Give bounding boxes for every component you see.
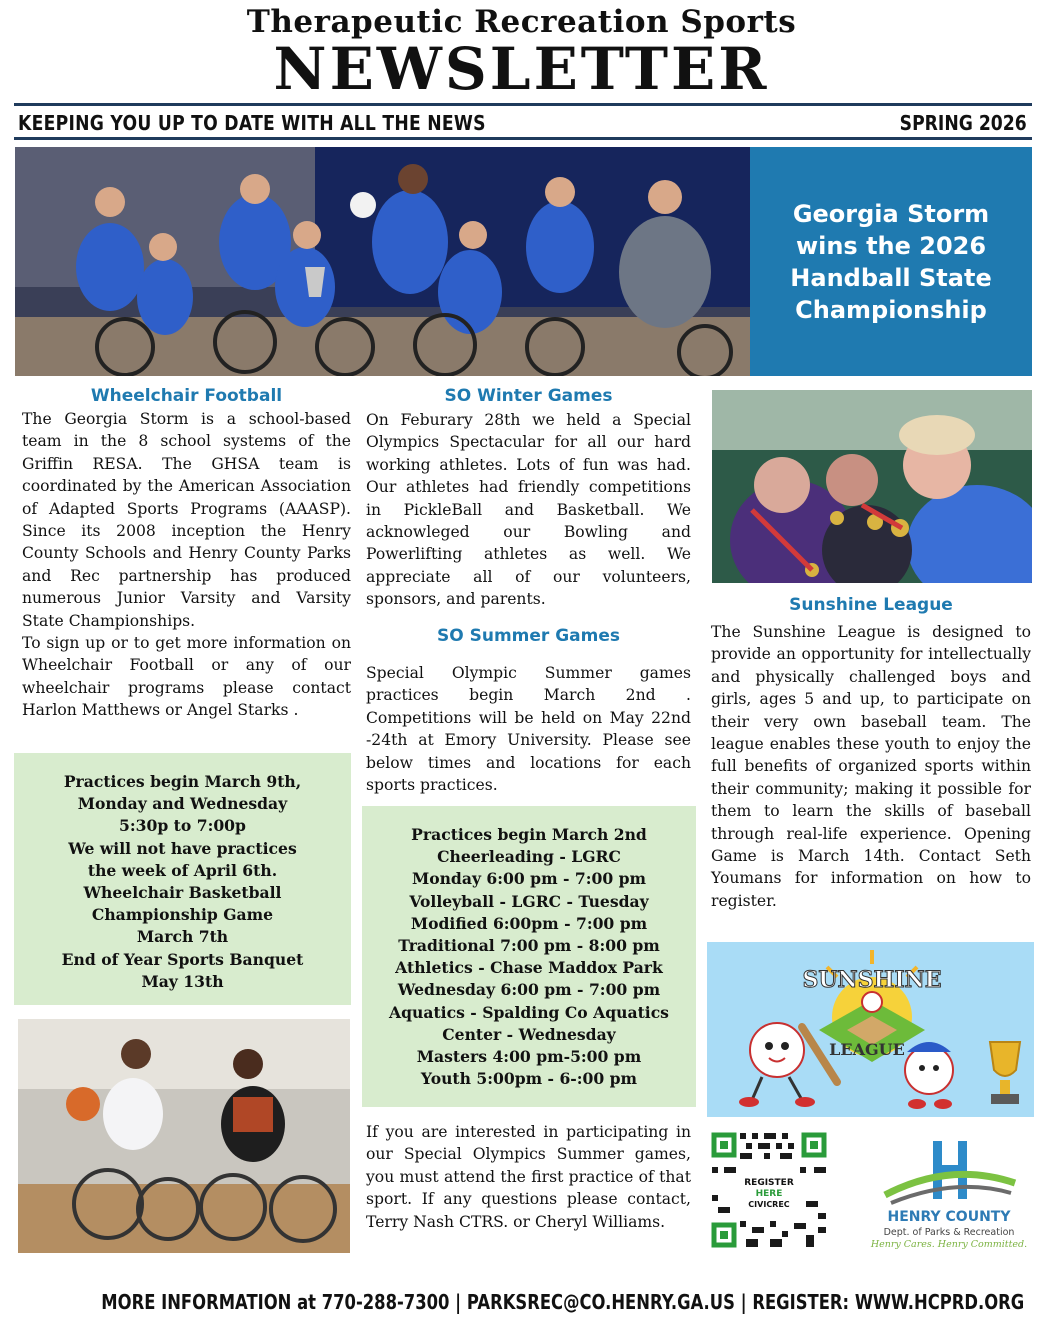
winter-games-text: On Feburary 28th we held a Special Olympics Spectacular for all our hard working athletes. Lots of fun was had. Our athletes had friendly competitions in PickleBall and Basketball. We acknowleged our Bowling and Powerlifting athletes as well. We appreciate all of our volunteers, sponsors, and parents. [366,411,691,609]
schedule-line: Wednesday 6:00 pm - 7:00 pm [397,980,661,1000]
sunshine-league-heading: Sunshine League [789,595,953,615]
schedule-line: Athletics - Chase Maddox Park [395,958,663,978]
wheelchair-football-paragraph2: To sign up or to get more information on Wheelchair Football or any of our wheelchair programs please contact Harlon Matthews or Angel Starks . [22,634,351,720]
wheelchair-football-heading: Wheelchair Football [90,386,283,406]
register-qr-code[interactable] [710,1131,828,1249]
feature-headline: Georgia Storm wins the 2026 Handball State Championship [750,147,1032,376]
team-photo [15,147,750,376]
wheelchair-schedule-box [14,753,351,1005]
schedule-line: Youth 5:00pm - 6-:00 pm [420,1069,638,1089]
schedule-line: Monday 6:00 pm - 7:00 pm [411,869,647,889]
sunshine-league-logo [707,942,1034,1117]
qr-label-line1: REGISTER [744,1178,794,1188]
henry-county-slogan: Henry Cares. Henry Committed. [870,1239,1028,1250]
schedule-line: Masters 4:00 pm-5:00 pm [416,1047,642,1067]
qr-code-icon [710,1131,828,1249]
henry-county-logo [865,1133,1033,1253]
newsletter-title-line1: Therapeutic Recreation Sports [246,4,797,40]
schedule-line: 5:30p to 7:00p [119,816,246,836]
schedule-line: Wheelchair Basketball [83,883,282,903]
schedule-line: Practices begin March 2nd [411,825,647,844]
schedule-line: Modified 6:00pm - 7:00 pm [410,913,648,933]
schedule-line: Cheerleading - LGRC [437,847,621,867]
henry-county-logo-mark [865,1133,1033,1213]
schedule-line: Monday and Wednesday [77,794,288,814]
henry-county-dept: Dept. of Parks & Recreation [883,1227,1015,1238]
summer-games-closing: If you are interested in participating in our Special Olympics Summer games, you must attend the first practice of that sport. If any questions please contact, Terry Nash CTRS. or Cheryl Williams. [366,1123,691,1231]
henry-county-name: HENRY COUNTY [887,1209,1011,1225]
summer-games-text: Special Olympic Summer games practices begin March 2nd . Competitions will be held on May 22nd -24th at Emory University. Please see below times and locations for each sports practices. [366,664,691,795]
newsletter-title-line2: NEWSLETTER [273,35,770,103]
athletes-medal-illustration [712,390,1032,583]
winter-games-heading: SO Winter Games [444,386,613,406]
header-rule-top [14,103,1032,106]
qr-label-line2: HERE [755,1189,783,1199]
sunshine-league-text: The Sunshine League is designed to provide an opportunity for intellectually and physically challenged boys and girls, ages 5 and up, to participate on their very own baseball team. The league enables these youth to enjoy the full benefits of organized sports within their community; making it possible for them to learn the skills of baseball through real-life experience. Opening Game is March 14th. Contact Seth Youmans for information on how to register. [711,623,1031,910]
schedule-line: Aquatics - Spalding Co Aquatics [389,1002,669,1022]
team-photo-illustration [15,147,750,376]
schedule-line: Championship Game [91,905,274,925]
sunshine-logo-bottom-text: LEAGUE [829,1040,905,1059]
schedule-line: End of Year Sports Banquet [61,949,304,969]
sunshine-league-graphic [707,942,1034,1117]
athletes-medal-photo [712,390,1032,583]
wheelchair-basketball-photo [18,1019,350,1253]
summer-games-heading: SO Summer Games [436,626,620,646]
schedule-line: May 13th [141,971,224,991]
season-label: SPRING 2026 [899,111,1027,135]
schedule-line: the week of April 6th. [87,860,278,880]
schedule-line: Traditional 7:00 pm - 8:00 pm [398,936,660,956]
qr-label-line3: CIVICREC [748,1200,790,1209]
schedule-line: We will not have practices [68,838,297,858]
header-rule-bottom [14,137,1032,140]
footer-contact [0,1290,1043,1314]
wheelchair-football-paragraph1: The Georgia Storm is a school-based team in the 8 school systems of the Griffin RESA. The GHSA team is coordinated by the American Association of Adapted Sports Programs (AAASP). Since its 2008 inception the Henry County Schools and Henry County Parks and Rec partnership has produced numerous Junior Varsity and Varsity State Championships. [22,410,351,630]
schedule-line: March 7th [136,927,229,947]
summer-schedule-box [362,806,696,1107]
schedule-line: Practices begin March 9th, [63,772,302,791]
wheelchair-basketball-illustration [18,1019,350,1253]
sunshine-logo-top-text: SUNSHINE [802,967,942,993]
schedule-line: Volleyball - LGRC - Tuesday [409,891,649,911]
tagline: KEEPING YOU UP TO DATE WITH ALL THE NEWS [18,111,486,135]
wheelchair-football-text [22,408,351,722]
footer-contact-text: MORE INFORMATION at 770-288-7300 | PARKSREC@CO.HENRY.GA.US | REGISTER: WWW.HCPRD.ORG [101,1290,1025,1314]
schedule-line: Center - Wednesday [442,1024,616,1044]
